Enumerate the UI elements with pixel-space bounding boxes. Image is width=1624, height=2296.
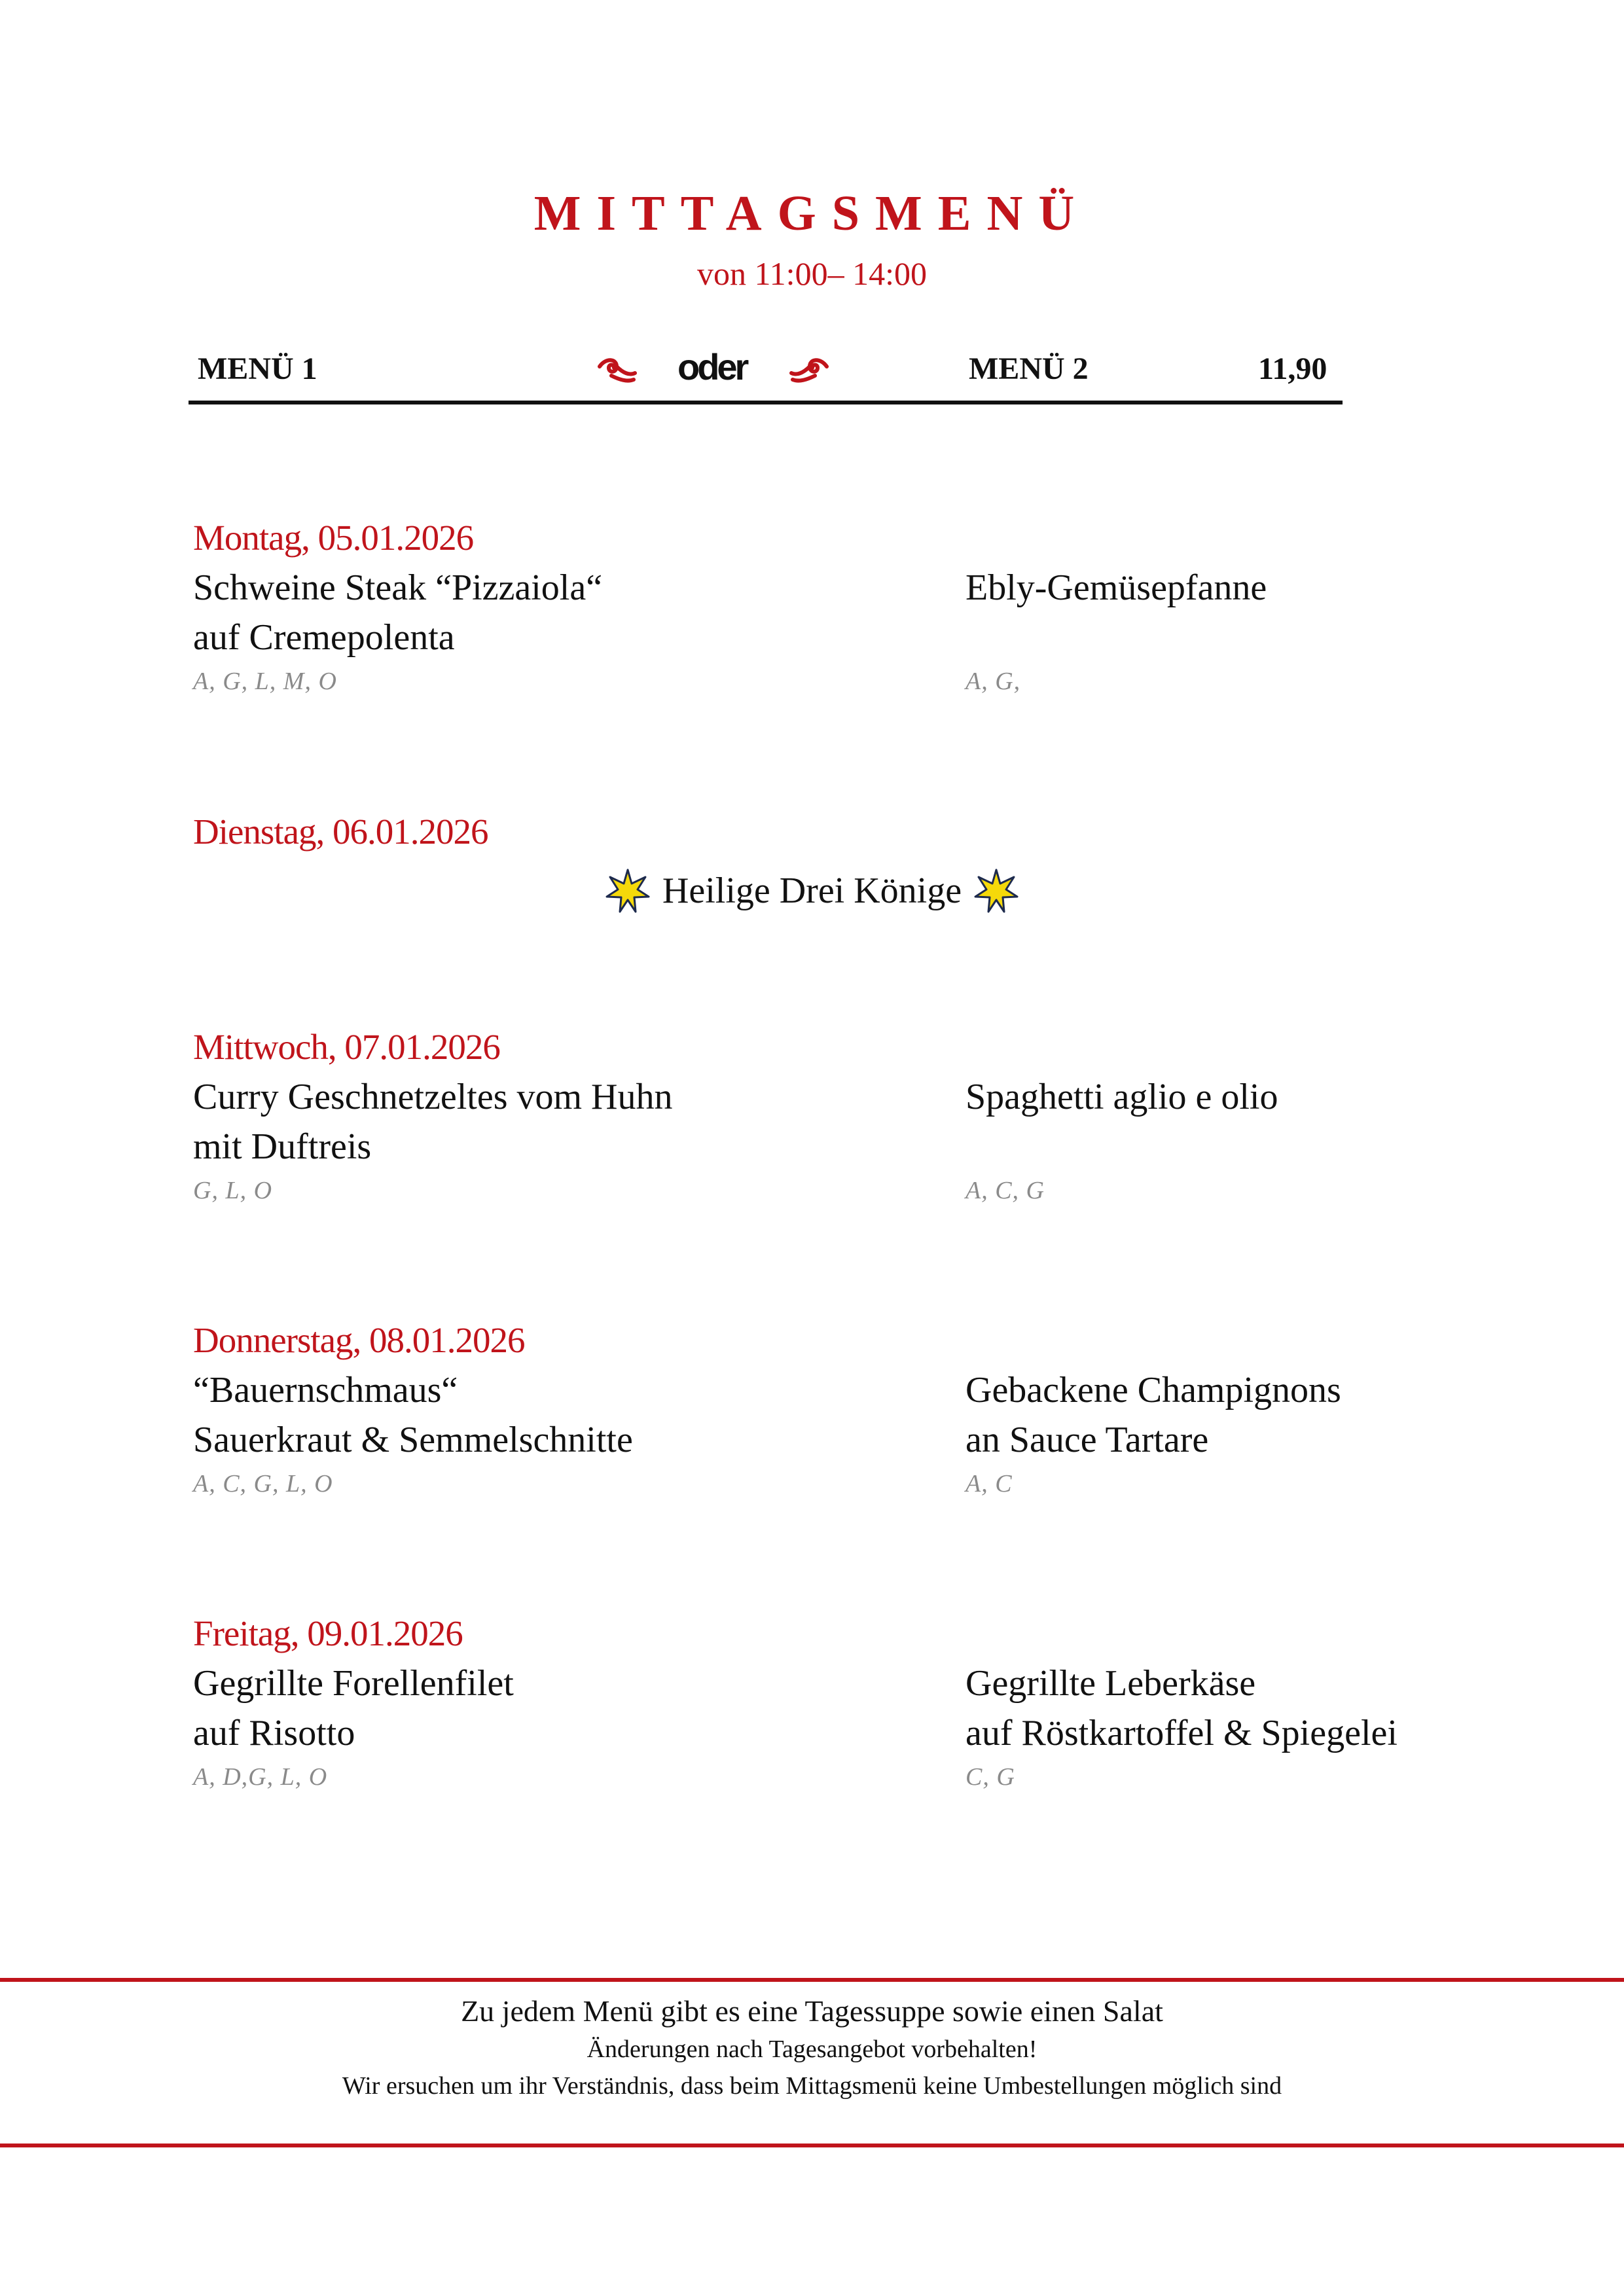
menu1-dish-line2: auf Cremepolenta <box>193 617 455 658</box>
menu1-dish-line1: Curry Geschnetzeltes vom Huhn <box>193 1077 673 1117</box>
menu1-label: MENÜ 1 <box>198 351 317 386</box>
menu1-allergens: G, L, O <box>193 1177 273 1204</box>
day-heading: Montag, 05.01.2026 <box>193 518 474 558</box>
swirl-ornament-icon <box>789 353 829 387</box>
holiday-notice <box>0 868 1624 914</box>
or-label: oder <box>677 346 747 387</box>
star-icon <box>973 868 1019 914</box>
opening-hours: von 11:00– 14:00 <box>697 255 927 292</box>
footer-no-changes-note: Wir ersuchen um ihr Verständnis, dass beim Mittagsmenü keine Umbestellungen möglich sind <box>342 2072 1282 2100</box>
menu1-allergens: A, G, L, M, O <box>193 668 337 695</box>
menu1-allergens: A, D,G, L, O <box>193 1763 328 1791</box>
day-heading: Dienstag, 06.01.2026 <box>193 812 488 852</box>
footer-divider-top <box>0 1978 1624 1982</box>
menu1-dish-line1: “Bauernschmaus“ <box>193 1370 458 1410</box>
star-icon <box>605 868 651 914</box>
menu1-dish-line1: Schweine Steak “Pizzaiola“ <box>193 567 603 608</box>
menu1-dish-line2: mit Duftreis <box>193 1126 372 1167</box>
menu1-allergens: A, C, G, L, O <box>193 1470 333 1498</box>
footer-changes-note: Änderungen nach Tagesangebot vorbehalten! <box>586 2036 1038 2063</box>
holiday-label: Heilige Drei Könige <box>662 870 962 911</box>
menu1-dish-line2: auf Risotto <box>193 1713 355 1753</box>
menu-price: 11,90 <box>1258 351 1327 386</box>
menu2-dish-line1: Ebly-Gemüsepfanne <box>965 567 1267 608</box>
menu2-dish-line1: Gebackene Champignons <box>965 1370 1341 1410</box>
menu2-dish-line2: an Sauce Tartare <box>965 1420 1209 1460</box>
day-heading: Freitag, 09.01.2026 <box>193 1613 463 1653</box>
footer-soup-salad-note: Zu jedem Menü gibt es eine Tagessuppe sowie einen Salat <box>461 1994 1163 2028</box>
menu1-dish-line2: Sauerkraut & Semmelschnitte <box>193 1420 633 1460</box>
footer-divider-bottom <box>0 2144 1624 2147</box>
header-divider <box>189 401 1343 404</box>
swirl-ornament-icon <box>597 353 638 387</box>
menu2-allergens: C, G <box>965 1763 1015 1791</box>
menu2-dish-line1: Spaghetti aglio e olio <box>965 1077 1278 1117</box>
day-heading: Donnerstag, 08.01.2026 <box>193 1320 525 1360</box>
menu2-dish-line2: auf Röstkartoffel & Spiegelei <box>965 1713 1398 1753</box>
menu2-label: MENÜ 2 <box>969 351 1089 386</box>
menu2-dish-line1: Gegrillte Leberkäse <box>965 1663 1256 1704</box>
menu1-dish-line1: Gegrillte Forellenfilet <box>193 1663 514 1704</box>
menu2-allergens: A, C, G <box>965 1177 1045 1204</box>
page-title: MITTAGSMENÜ <box>533 186 1091 241</box>
menu2-allergens: A, G, <box>965 668 1021 695</box>
day-heading: Mittwoch, 07.01.2026 <box>193 1027 500 1067</box>
menu2-allergens: A, C <box>965 1470 1013 1498</box>
